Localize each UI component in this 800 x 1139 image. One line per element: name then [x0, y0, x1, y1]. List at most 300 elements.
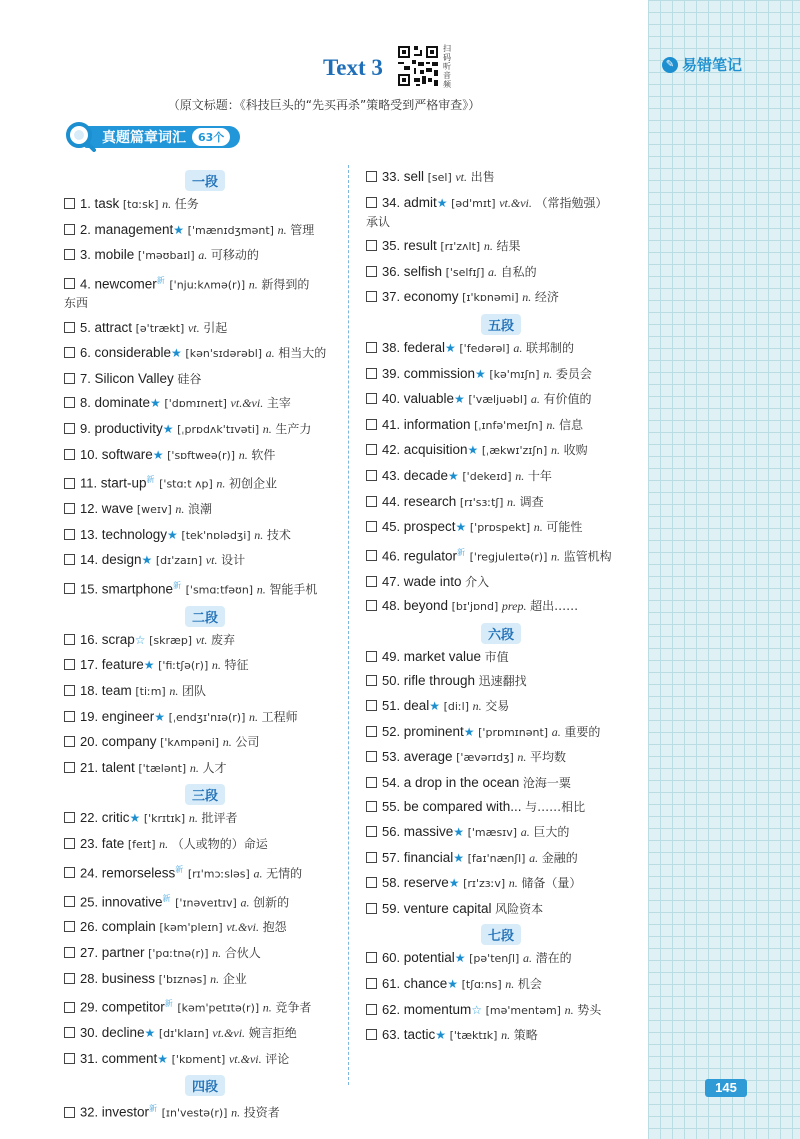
- entry-part-of-speech: n.: [277, 222, 287, 237]
- entry-phonetic: ['ævərɪdʒ]: [456, 751, 514, 765]
- entry-number: 36.: [382, 263, 401, 279]
- vocab-banner: [66, 122, 240, 152]
- checkbox[interactable]: [64, 838, 75, 849]
- entry-number: 10.: [80, 446, 99, 462]
- entry-number: 3.: [80, 247, 91, 263]
- entry-part-of-speech: n.: [551, 549, 561, 564]
- checkbox[interactable]: [64, 711, 75, 722]
- entry-number: 54.: [382, 774, 401, 790]
- section-heading: [64, 170, 346, 191]
- entry-word: venture capital: [403, 900, 492, 916]
- magnifier-icon: [66, 122, 96, 152]
- checkbox[interactable]: [64, 423, 75, 434]
- star-icon: ★: [141, 553, 153, 568]
- vocab-entry: [366, 1001, 636, 1020]
- entry-phonetic: ['kʌmpəni]: [160, 736, 220, 750]
- vocab-entry: [366, 365, 636, 384]
- entry-meaning: 迅速翻找: [478, 674, 527, 689]
- entry-word: complain: [101, 919, 156, 935]
- new-word-mark: 新: [148, 1104, 157, 1114]
- checkbox[interactable]: [64, 224, 75, 235]
- checkbox[interactable]: [64, 278, 75, 289]
- entry-part-of-speech: n.: [222, 735, 232, 750]
- checkbox[interactable]: [64, 812, 75, 823]
- entry-word: newcomer: [94, 276, 157, 292]
- qr-code-icon[interactable]: [396, 44, 440, 88]
- vocab-entry: [64, 471, 346, 493]
- entry-phonetic: ['selfɪʃ]: [445, 265, 485, 279]
- star-icon: ★: [467, 443, 479, 458]
- checkbox[interactable]: [366, 952, 377, 963]
- checkbox[interactable]: [366, 600, 377, 611]
- entry-phonetic: [dɪ'zaɪn]: [155, 554, 203, 568]
- entry-phonetic: [tek'nɒlədʒi]: [181, 528, 251, 542]
- entry-meaning: 评论: [265, 1051, 290, 1066]
- checkbox[interactable]: [366, 550, 377, 561]
- entry-number: 62.: [382, 1001, 401, 1017]
- entry-number: 26.: [80, 919, 99, 935]
- entry-number: 9.: [80, 421, 91, 437]
- entry-meaning: 浪潮: [188, 502, 213, 517]
- section-heading: [64, 1075, 346, 1096]
- checkbox[interactable]: [366, 651, 377, 662]
- star-icon: ★: [453, 824, 464, 839]
- entry-part-of-speech: n.: [248, 277, 258, 292]
- entry-part-of-speech: a.: [198, 248, 208, 263]
- vocab-entry: [366, 194, 636, 231]
- entry-phonetic: [mə'mentəm]: [485, 1003, 561, 1017]
- checkbox[interactable]: [366, 470, 377, 481]
- entry-meaning: 主宰: [266, 396, 291, 411]
- checkbox[interactable]: [64, 249, 75, 260]
- entry-phonetic: [ɪ'kɒnəmi]: [462, 291, 519, 305]
- checkbox[interactable]: [366, 521, 377, 532]
- entry-meaning: 投资者: [243, 1105, 280, 1120]
- entry-number: 25.: [80, 893, 99, 909]
- vocab-entry: [64, 420, 346, 439]
- entry-part-of-speech: a.: [240, 894, 250, 909]
- entry-phonetic: [kəm'pleɪn]: [159, 921, 223, 935]
- entry-word: technology: [101, 526, 168, 542]
- entry-part-of-speech: vt.&vi.: [230, 396, 264, 411]
- entry-word: engineer: [101, 708, 155, 724]
- checkbox[interactable]: [366, 240, 377, 251]
- vocab-entry: [64, 631, 346, 650]
- vocab-entry: [366, 975, 636, 994]
- entry-part-of-speech: n.: [256, 582, 266, 597]
- vocab-entry: [64, 682, 346, 701]
- entry-meaning: 有价值的: [543, 392, 592, 407]
- vocab-entry: [366, 798, 636, 816]
- entry-phonetic: [ɪn'vestə(r)]: [161, 1106, 228, 1120]
- entry-part-of-speech: a.: [520, 824, 530, 839]
- entry-number: 20.: [80, 734, 99, 750]
- entry-number: 11.: [80, 475, 98, 491]
- entry-phonetic: ['dekeɪd]: [462, 469, 512, 483]
- checkbox[interactable]: [64, 973, 75, 984]
- entry-meaning: 婉言拒绝: [248, 1026, 297, 1041]
- entry-meaning: 抱怨: [262, 920, 287, 935]
- entry-phonetic: ['regjuleɪtə(r)]: [469, 550, 548, 564]
- pen-icon: ✎: [662, 57, 678, 73]
- entry-word: tactic: [403, 1027, 436, 1043]
- entry-part-of-speech: n.: [162, 197, 172, 211]
- entry-meaning: 平均数: [530, 750, 567, 765]
- checkbox[interactable]: [366, 393, 377, 404]
- side-title-text: 易错笔记: [682, 56, 743, 74]
- entry-part-of-speech: vt.&vi.: [499, 195, 532, 210]
- vocab-entry: [366, 544, 636, 566]
- checkbox[interactable]: [64, 1027, 75, 1038]
- checkbox[interactable]: [366, 576, 377, 587]
- entry-meaning: 巨大的: [533, 824, 570, 839]
- vocab-entry: [64, 970, 346, 989]
- entry-meaning: 创新的: [253, 894, 290, 909]
- entry-part-of-speech: n.: [501, 1028, 511, 1043]
- entry-meaning: 调查: [519, 494, 544, 509]
- entry-word: commission: [403, 365, 475, 381]
- entry-meaning-continued: 东西: [64, 296, 89, 311]
- entry-meaning: 委员会: [555, 366, 592, 381]
- entry-word: critic: [101, 810, 130, 826]
- entry-phonetic: ['smɑːtfəʊn]: [185, 583, 254, 597]
- vocab-entry: [366, 949, 636, 968]
- entry-number: 17.: [80, 657, 99, 673]
- checkbox[interactable]: [366, 266, 377, 277]
- entry-meaning: 与……相比: [525, 800, 586, 815]
- section-label: 五段: [481, 314, 521, 335]
- entry-phonetic: [ˌækwɪ'zɪʃn]: [481, 444, 548, 458]
- entry-number: 44.: [382, 493, 401, 509]
- entry-number: 23.: [80, 836, 99, 852]
- star-icon: ★: [454, 951, 466, 966]
- checkbox[interactable]: [64, 373, 75, 384]
- section-label: 七段: [481, 924, 521, 945]
- entry-word: admit: [403, 194, 437, 210]
- entry-meaning: 交易: [485, 699, 510, 714]
- star-icon: ★: [474, 366, 486, 381]
- vocab-entry: [366, 416, 636, 435]
- entry-part-of-speech: n.: [249, 709, 258, 724]
- entry-meaning: 策略: [513, 1028, 538, 1043]
- entry-phonetic: ['stɑːt ʌp]: [159, 477, 213, 491]
- section-heading: [64, 784, 346, 805]
- checkbox[interactable]: [366, 1004, 377, 1015]
- entry-number: 41.: [382, 416, 401, 432]
- entry-number: 63.: [382, 1027, 401, 1043]
- entry-number: 16.: [80, 631, 99, 647]
- checkbox[interactable]: [366, 1029, 377, 1040]
- checkbox[interactable]: [366, 171, 377, 182]
- entry-number: 6.: [80, 345, 91, 361]
- checkbox[interactable]: [366, 419, 377, 430]
- vocab-entry: [64, 344, 346, 363]
- checkbox[interactable]: [64, 867, 75, 878]
- vocab-entry: [64, 809, 346, 828]
- entry-part-of-speech: n.: [238, 447, 248, 462]
- entry-part-of-speech: n.: [550, 443, 560, 458]
- entry-word: average: [403, 749, 453, 765]
- checkbox[interactable]: [64, 583, 75, 594]
- entry-part-of-speech: a.: [551, 724, 561, 739]
- entry-part-of-speech: a.: [529, 850, 539, 865]
- vocab-entry: [64, 1024, 346, 1043]
- entry-part-of-speech: vt.&vi.: [228, 1051, 262, 1066]
- qr-caption: 扫码听音频: [443, 44, 451, 89]
- entry-phonetic: ['tæktɪk]: [449, 1029, 498, 1043]
- entry-meaning: （常指勉强）: [535, 195, 608, 210]
- checkbox[interactable]: [366, 751, 377, 762]
- entry-part-of-speech: n.: [212, 946, 222, 961]
- entry-word: economy: [403, 289, 459, 305]
- checkbox[interactable]: [64, 659, 75, 670]
- column-divider: [348, 165, 349, 1085]
- entry-part-of-speech: n.: [505, 976, 515, 991]
- entry-number: 43.: [382, 467, 401, 483]
- entry-part-of-speech: n.: [210, 971, 220, 986]
- entry-number: 37.: [382, 289, 401, 305]
- new-word-mark: 新: [173, 580, 181, 590]
- entry-number: 32.: [80, 1104, 99, 1120]
- section-heading: [64, 606, 346, 627]
- checkbox[interactable]: [64, 947, 75, 958]
- checkbox[interactable]: [366, 342, 377, 353]
- entry-number: 12.: [80, 501, 99, 517]
- entry-part-of-speech: n.: [175, 502, 185, 517]
- vocab-entry: [64, 370, 346, 388]
- star-icon: ★: [447, 976, 459, 991]
- vocab-entry: [366, 237, 636, 256]
- checkbox[interactable]: [64, 634, 75, 645]
- entry-meaning: 介入: [465, 574, 490, 589]
- star-icon: ★: [435, 1028, 446, 1043]
- entry-number: 55.: [382, 799, 401, 815]
- checkbox[interactable]: [366, 496, 377, 507]
- entry-part-of-speech: n.: [546, 417, 556, 432]
- entry-meaning: 出售: [470, 170, 495, 184]
- vocab-entry: [64, 272, 346, 312]
- entry-word: deal: [403, 698, 430, 714]
- checkbox[interactable]: [64, 478, 75, 489]
- vocab-entry: [64, 708, 346, 727]
- checkbox[interactable]: [64, 503, 75, 514]
- entry-meaning: 收购: [563, 443, 588, 458]
- entry-meaning: 十年: [527, 468, 552, 483]
- entry-meaning: （人或物的）命运: [171, 837, 268, 852]
- banner-label: [84, 126, 240, 148]
- entry-number: 58.: [382, 875, 401, 891]
- notes-margin: [648, 0, 800, 1139]
- entry-phonetic: [diːl]: [443, 700, 470, 714]
- entry-part-of-speech: a.: [522, 951, 532, 966]
- vocab-entry: [64, 944, 346, 963]
- entry-number: 24.: [80, 864, 99, 880]
- entry-word: innovative: [101, 893, 163, 909]
- vocab-entry: [366, 441, 636, 460]
- checkbox[interactable]: [64, 1053, 75, 1064]
- entry-phonetic: [ˌprɒdʌk'tɪvəti]: [177, 423, 260, 437]
- entry-phonetic: [skræp]: [149, 633, 193, 647]
- entry-word: smartphone: [101, 581, 173, 597]
- entry-phonetic: [kə'mɪʃn]: [489, 367, 540, 381]
- entry-phonetic: [ə'trækt]: [135, 321, 185, 335]
- entry-word: partner: [101, 945, 145, 961]
- star-icon: ★: [154, 709, 166, 724]
- entry-number: 7.: [80, 370, 91, 386]
- entry-part-of-speech: a.: [253, 865, 263, 880]
- entry-number: 53.: [382, 749, 401, 765]
- entry-part-of-speech: n.: [564, 1002, 574, 1017]
- entry-number: 59.: [382, 900, 401, 916]
- entry-number: 28.: [80, 970, 99, 986]
- entry-phonetic: ['kɒment]: [171, 1052, 226, 1066]
- star-icon: ☆: [134, 632, 146, 647]
- vocab-entry: [64, 733, 346, 752]
- vocab-entry: [64, 526, 346, 545]
- entry-meaning: 企业: [222, 971, 247, 986]
- checkbox[interactable]: [366, 978, 377, 989]
- vocab-entry: [366, 774, 636, 792]
- entry-meaning: 特征: [224, 658, 249, 673]
- vocab-entry: [64, 1100, 346, 1122]
- checkbox[interactable]: [64, 1107, 75, 1118]
- checkbox[interactable]: [366, 197, 377, 208]
- checkbox[interactable]: [64, 198, 75, 209]
- entry-phonetic: [rɪ'zɜːv]: [463, 877, 506, 891]
- entry-word: market value: [403, 648, 481, 664]
- entry-meaning: 信息: [558, 417, 583, 432]
- vocab-entry: [64, 319, 346, 338]
- entry-part-of-speech: n.: [231, 1105, 241, 1120]
- entry-phonetic: [kən'sɪdərəbl]: [185, 347, 263, 361]
- vocab-entry: [366, 874, 636, 893]
- entry-meaning: 废弃: [211, 632, 236, 647]
- entry-part-of-speech: n.: [189, 760, 199, 775]
- checkbox[interactable]: [366, 826, 377, 837]
- entry-part-of-speech: n.: [159, 837, 169, 852]
- entry-number: 19.: [80, 708, 99, 724]
- checkbox[interactable]: [64, 921, 75, 932]
- page-title: Text 3: [323, 55, 383, 80]
- star-icon: ★: [152, 447, 164, 462]
- checkbox[interactable]: [366, 903, 377, 914]
- entry-word: talent: [101, 759, 135, 775]
- entry-phonetic: ['sɒftweə(r)]: [167, 448, 236, 462]
- checkbox[interactable]: [366, 801, 377, 812]
- checkbox[interactable]: [366, 726, 377, 737]
- entry-meaning: 初创企业: [229, 476, 278, 491]
- checkbox[interactable]: [64, 449, 75, 460]
- checkbox[interactable]: [64, 529, 75, 540]
- entry-part-of-speech: n.: [543, 366, 553, 381]
- vocab-entry: [366, 573, 636, 591]
- new-word-mark: 新: [164, 999, 173, 1009]
- checkbox[interactable]: [64, 736, 75, 747]
- vocab-entry: [366, 467, 636, 486]
- entry-word: team: [101, 683, 132, 699]
- vocab-entry: [366, 597, 636, 616]
- new-word-mark: 新: [162, 893, 171, 903]
- checkbox[interactable]: [64, 554, 75, 565]
- right-column: [366, 168, 636, 1052]
- checkbox[interactable]: [366, 675, 377, 686]
- star-icon: ★: [144, 1026, 156, 1041]
- entry-word: a drop in the ocean: [403, 774, 520, 790]
- entry-word: scrap: [101, 631, 135, 647]
- checkbox[interactable]: [366, 444, 377, 455]
- checkbox[interactable]: [64, 322, 75, 333]
- entry-meaning: 机会: [517, 976, 542, 991]
- entry-word: productivity: [94, 421, 163, 437]
- checkbox[interactable]: [366, 700, 377, 711]
- checkbox[interactable]: [64, 397, 75, 408]
- entry-word: momentum: [403, 1001, 472, 1017]
- entry-number: 52.: [382, 723, 401, 739]
- checkbox[interactable]: [64, 762, 75, 773]
- entry-part-of-speech: vt.: [195, 632, 208, 647]
- entry-meaning: 任务: [174, 197, 199, 211]
- entry-word: software: [101, 446, 153, 462]
- entry-word: sell: [403, 169, 424, 184]
- section-heading: [366, 924, 636, 945]
- vocab-entry: [64, 500, 346, 519]
- entry-number: 8.: [80, 395, 91, 411]
- entry-meaning: 金融的: [541, 850, 578, 865]
- checkbox[interactable]: [366, 368, 377, 379]
- entry-word: wade into: [403, 573, 462, 589]
- checkbox[interactable]: [64, 896, 75, 907]
- vocab-entry: [64, 221, 346, 240]
- section-label: 六段: [481, 623, 521, 644]
- entry-part-of-speech: a.: [488, 264, 498, 279]
- entry-number: 42.: [382, 442, 401, 458]
- vocab-entry: [64, 759, 346, 778]
- entry-meaning: 沧海一粟: [522, 775, 571, 790]
- star-icon: ★: [173, 222, 185, 237]
- left-column: [64, 168, 346, 1129]
- entry-phonetic: ['fiːtʃə(r)]: [158, 659, 209, 673]
- checkbox[interactable]: [64, 347, 75, 358]
- entry-meaning: 引起: [203, 320, 228, 335]
- new-word-mark: 新: [457, 547, 465, 557]
- star-icon: ★: [454, 392, 465, 407]
- entry-part-of-speech: a.: [530, 392, 540, 407]
- checkbox[interactable]: [64, 685, 75, 696]
- entry-number: 56.: [382, 823, 401, 839]
- vocab-entry: [64, 446, 346, 465]
- entry-phonetic: ['dɒmɪneɪt]: [164, 397, 227, 411]
- entry-meaning: 风险资本: [495, 901, 544, 916]
- entry-meaning: 批评者: [201, 811, 238, 826]
- entry-word: be compared with...: [403, 799, 522, 815]
- star-icon: ★: [157, 1051, 168, 1066]
- checkbox[interactable]: [64, 1002, 75, 1013]
- checkbox[interactable]: [366, 852, 377, 863]
- vocab-entry: [366, 672, 636, 690]
- checkbox[interactable]: [366, 877, 377, 888]
- checkbox[interactable]: [366, 777, 377, 788]
- entry-phonetic: ['tælənt]: [138, 761, 187, 775]
- vocab-entry: [366, 849, 636, 868]
- entry-word: potential: [403, 950, 455, 966]
- star-icon: ★: [453, 850, 464, 865]
- entry-phonetic: ['fedərəl]: [459, 341, 510, 355]
- entry-word: attract: [94, 319, 132, 335]
- vocab-entry: [366, 1026, 636, 1045]
- section-label: 二段: [185, 606, 225, 627]
- checkbox[interactable]: [366, 291, 377, 302]
- entry-meaning: 势头: [577, 1002, 602, 1017]
